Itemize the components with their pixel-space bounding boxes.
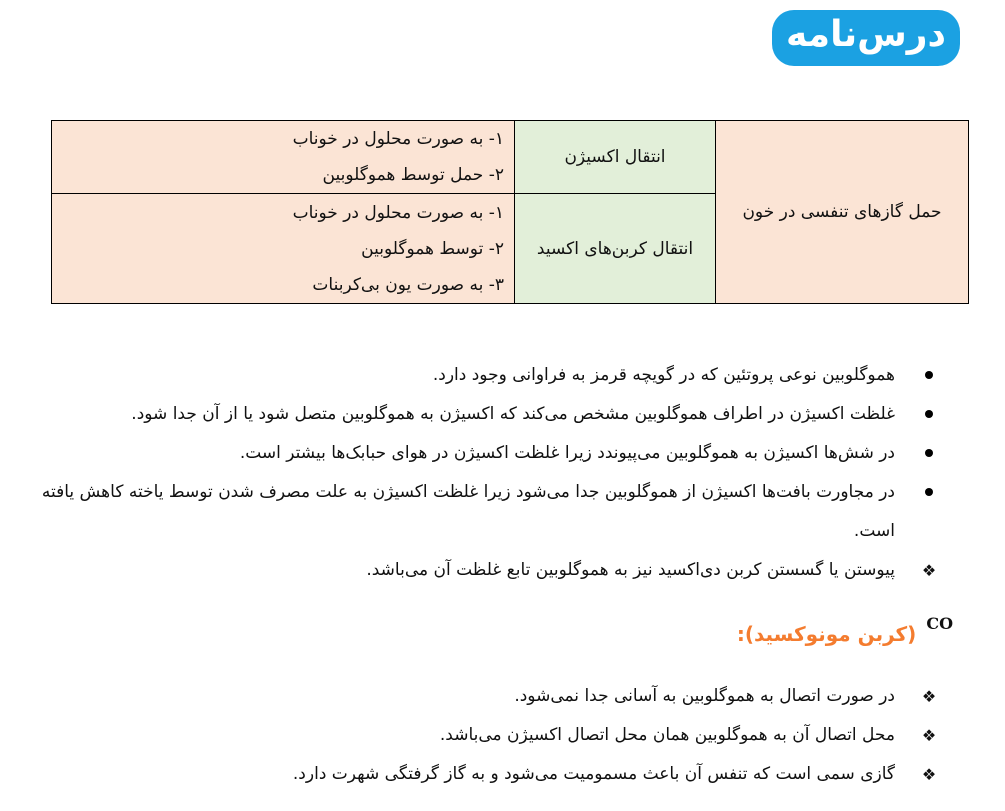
- list-item-text: در مجاورت بافت‌ها اکسیژن از هموگلوبین جدا می‌شود زیرا غلظت اکسیژن به علت مصرف شدن توسط یاخته کاهش یافته است.: [41, 482, 895, 541]
- table-row-oxygen: [52, 121, 969, 194]
- list-item-text: گازی سمی است که تنفس آن باعث مسمومیت می‌شود و به گاز گرفتگی شهرت دارد.: [292, 764, 895, 784]
- co-name: (کربن مونوکسید):: [736, 622, 917, 646]
- list-item: [30, 755, 945, 794]
- list-item: [30, 434, 945, 473]
- detail-item: ۱- به صورت محلول در خوناب: [292, 202, 504, 223]
- list-item-text: غلظت اکسیژن در اطراف هموگلوبین مشخص می‌کند که اکسیژن به هموگلوبین متصل شود یا از آن جدا شود.: [131, 404, 895, 424]
- list-item: [30, 551, 945, 590]
- co-formula: CO: [926, 614, 953, 633]
- detail-cell-oxygen: [52, 121, 515, 194]
- diamond-icon: ❖: [921, 687, 937, 706]
- list-item-text: محل اتصال آن به هموگلوبین همان محل اتصال اکسیژن می‌باشد.: [439, 725, 895, 745]
- main-topic-cell: حمل گازهای تنفسی در خون: [716, 121, 969, 304]
- lesson-title: درس‌نامه: [772, 10, 960, 66]
- diamond-icon: ❖: [921, 726, 937, 745]
- list-item-text: پیوستن یا گسستن کربن دی‌اکسید نیز به هموگلوبین تابع غلظت آن می‌باشد.: [366, 560, 895, 580]
- category-cell-oxygen: انتقال اکسیژن: [515, 121, 716, 194]
- detail-item: ۱- به صورت محلول در خوناب: [292, 129, 504, 149]
- co-notes: [30, 677, 945, 794]
- dot-icon: [919, 434, 939, 473]
- list-item-text: هموگلوبین نوعی پروتئین که در گویچه قرمز به فراوانی وجود دارد.: [432, 365, 895, 385]
- list-item: [30, 356, 945, 395]
- diamond-icon: ❖: [921, 765, 937, 784]
- list-item-text: در صورت اتصال به هموگلوبین به آسانی جدا نمی‌شود.: [514, 686, 895, 706]
- detail-item: ۲- توسط هموگلوبین: [361, 238, 504, 259]
- bullet-list: [30, 356, 945, 590]
- gas-transport-table: [51, 120, 969, 304]
- dot-icon: [919, 356, 939, 395]
- co-section-heading: [737, 612, 953, 646]
- co-bullet-list: [30, 677, 945, 794]
- list-item: [30, 716, 945, 755]
- gas-transport-table-wrapper: [51, 120, 969, 303]
- detail-item: ۲- حمل توسط هموگلوبین: [322, 165, 504, 185]
- list-item: [30, 677, 945, 716]
- detail-cell-co2: [52, 194, 515, 304]
- list-item: [30, 473, 945, 551]
- diamond-icon: ❖: [921, 561, 937, 580]
- list-item: [30, 395, 945, 434]
- detail-item: ۳- به صورت یون بی‌کربنات: [312, 274, 504, 295]
- hemoglobin-notes: [30, 356, 945, 590]
- dot-icon: [919, 473, 939, 512]
- list-item-text: در شش‌ها اکسیژن به هموگلوبین می‌پیوندد زیرا غلظت اکسیژن در هوای حبابک‌ها بیشتر است.: [239, 443, 895, 463]
- category-cell-co2: انتقال کربن‌های اکسید: [515, 194, 716, 304]
- dot-icon: [919, 395, 939, 434]
